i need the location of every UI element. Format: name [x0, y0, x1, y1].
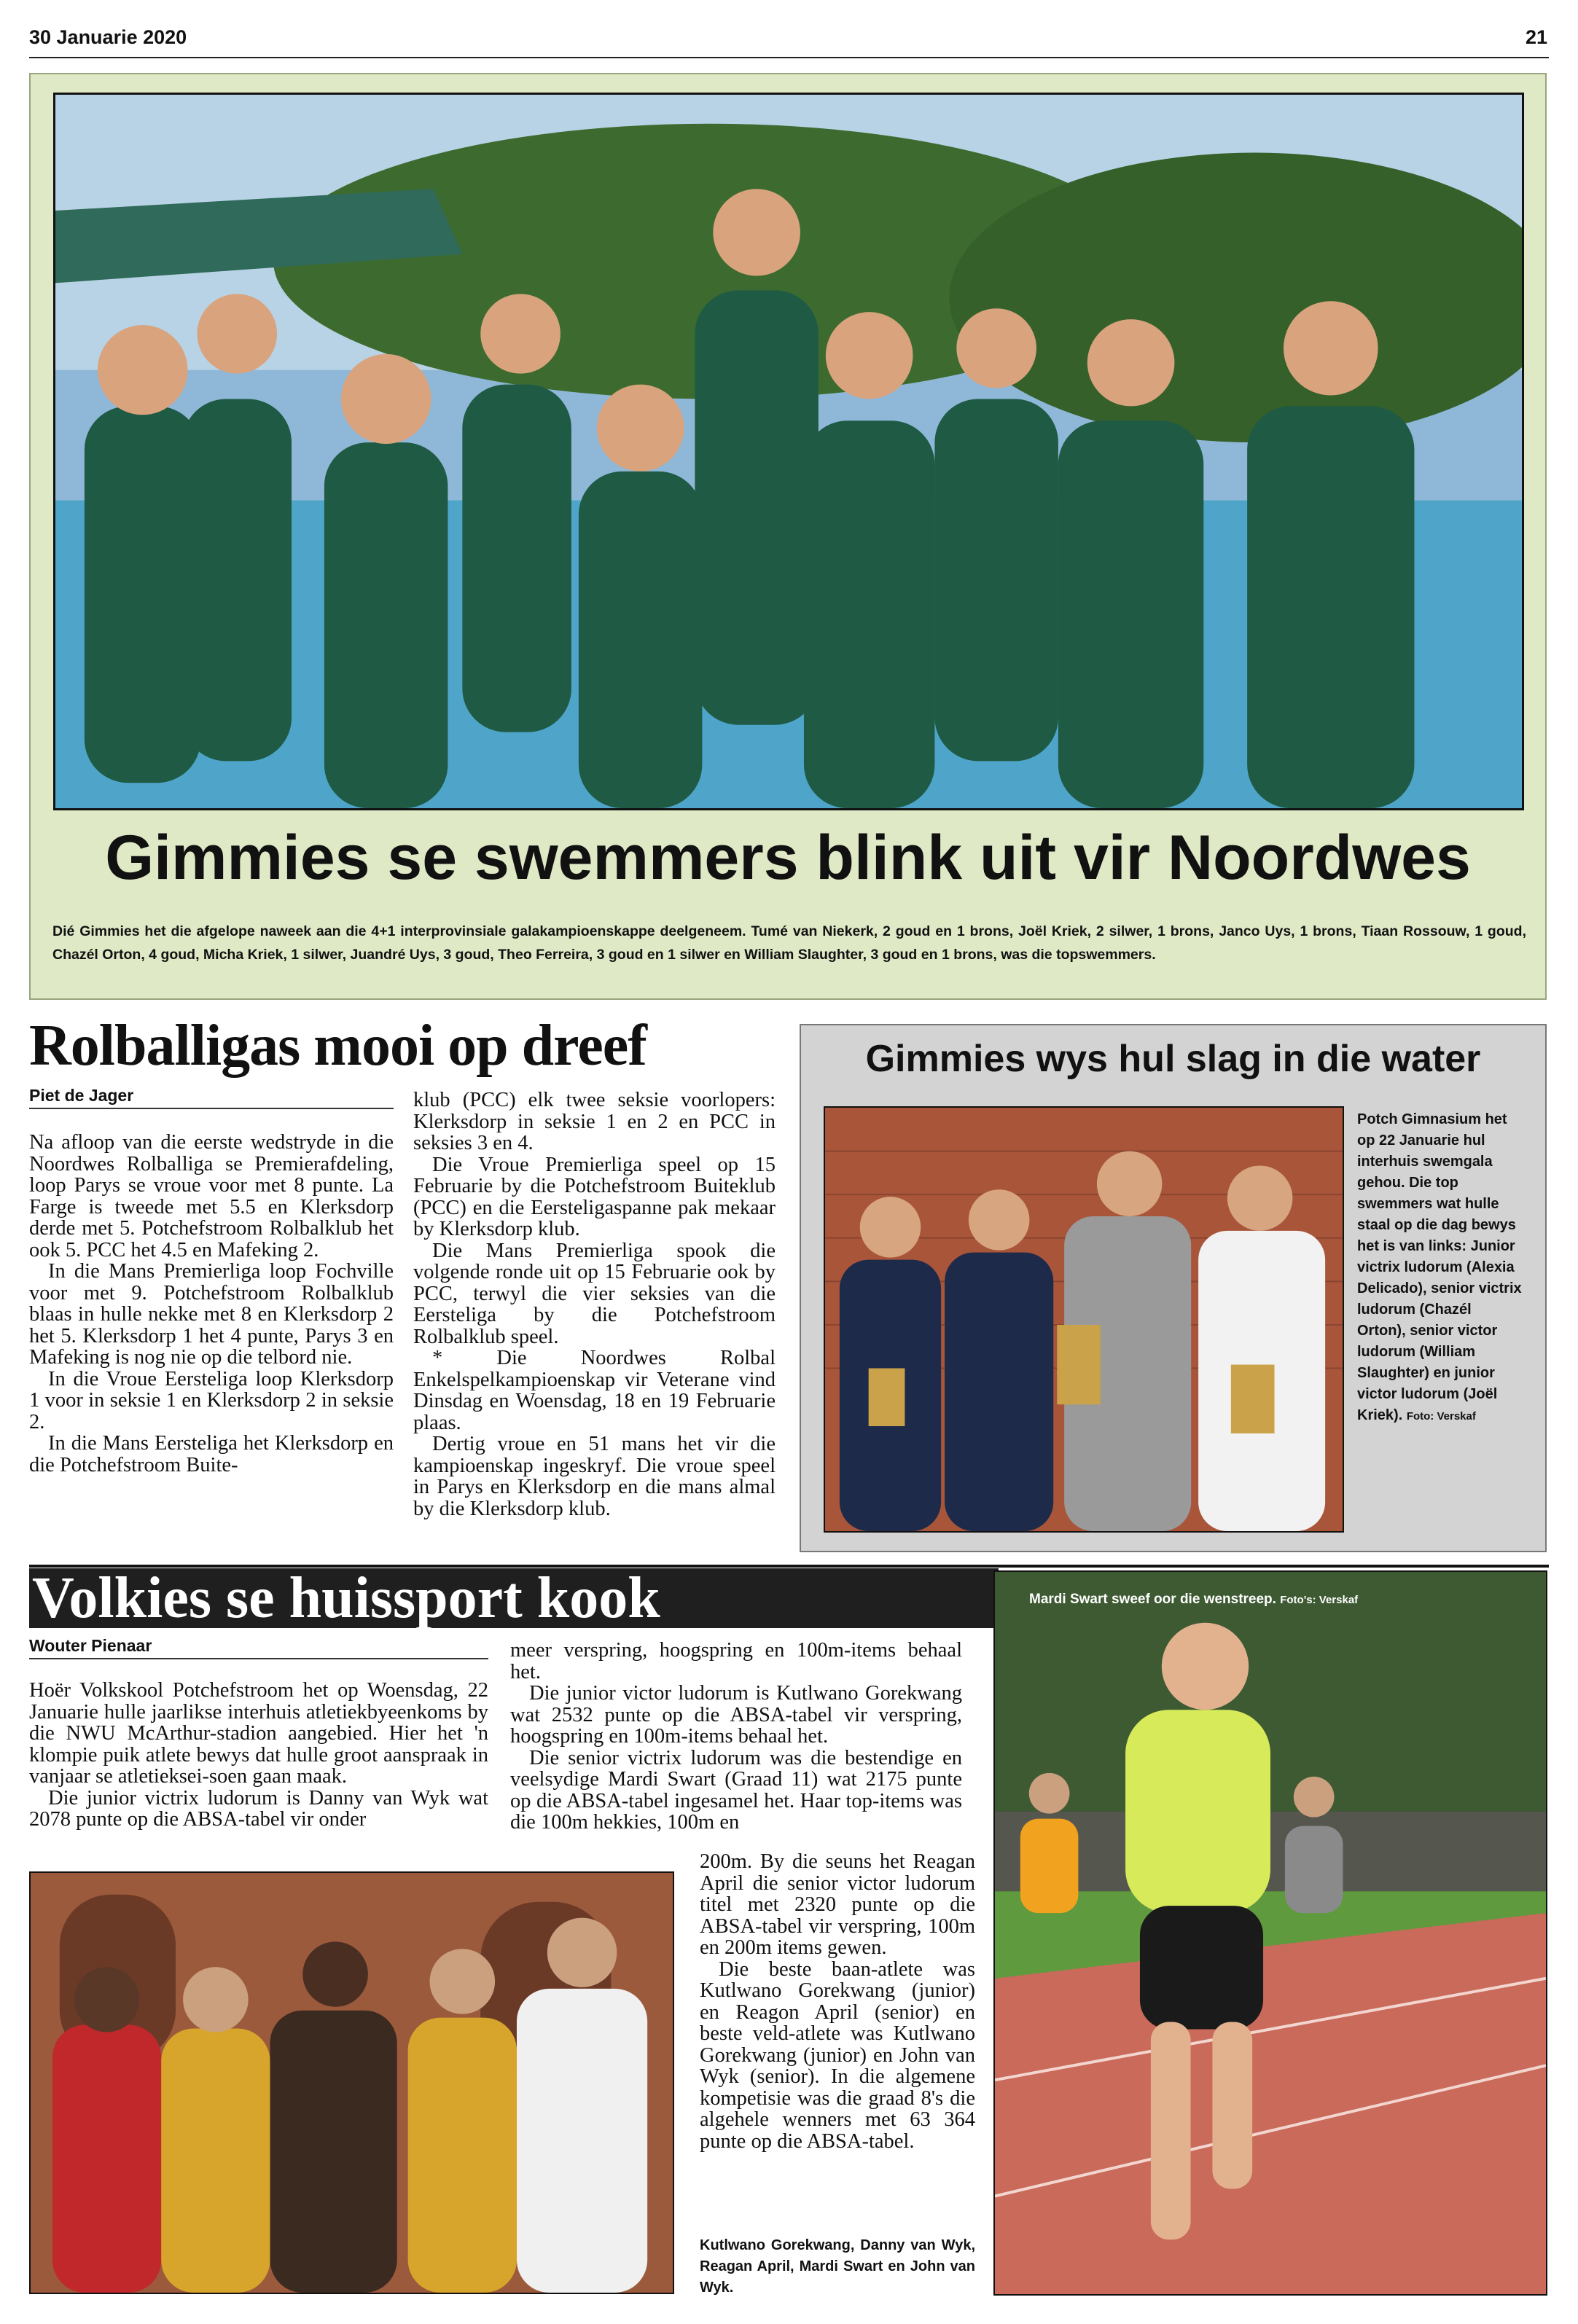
volkies-column-2	[510, 1640, 962, 1834]
paragraph: In die Vroue Eersteliga loop Klerksdorp 1 voor in seksie 1 en Klerksdorp 2 in seksie 2.	[29, 1367, 394, 1433]
swim-sidebar-headline: Gimmies wys hul slag in die water	[865, 1038, 1481, 1080]
swim-team-photo	[53, 93, 1524, 810]
volkies-column-3	[700, 1851, 975, 2152]
group-photo-caption: Kutlwano Gorekwang, Danny van Wyk, Reagan April, Mardi Swart en John van Wyk.	[700, 2237, 975, 2296]
caption-text: Potch Gimnasium het op 22 Januarie hul interhuis swemgala gehou. Die top swemmers wat hulle staal op die dag bewys het is van links: Junior victrix ludorum (Alexia Delicado), senior victrix ludorum (Chazél Orton), senior victor ludorum (William Slaughter) en junior victor ludorum (Joël Kriek).	[1357, 1111, 1522, 1423]
paragraph: Die junior victor ludorum is Kutlwano Gorekwang wat 2532 punte op die ABSA-tabel vir verspring, hoogspring en 100m-items behaal het.	[510, 1682, 962, 1748]
volkies-group-photo	[29, 1871, 674, 2294]
swim-winners-photo	[824, 1106, 1344, 1533]
caption-text: Mardi Swart sweef oor die wenstreep.	[1029, 1592, 1276, 1607]
issue-date: 30 Januarie 2020	[29, 26, 187, 48]
paragraph: * Die Noordwes Rolbal Enkelspelkampioenskap vir Veterane vind Dinsdag en Woensdag, 18 en 19 Februarie plaas.	[413, 1347, 776, 1434]
header-rule	[29, 57, 1549, 58]
paragraph: Die senior victrix ludorum was die bestendige en veelsydige Mardi Swart (Graad 11) wat 2175 punte op die ABSA-tabel ingesamel het. Haar top-items was die 100m hekkies, 100m en	[510, 1746, 962, 1834]
paragraph: Na afloop van die eerste wedstryde in die Noordwes Rolballiga se Premierafdeling, loop Parys se vroue voor met 8 punte. La Farge is tweede met 5.5 en Klerksdorp derde met 5. Potchefstroom Rolbalklub het ook 5. PCC het 4.5 en Mafeking 2.	[29, 1131, 394, 1261]
volkies-column-1	[29, 1680, 488, 1831]
volkies-headline: Volkies se huissport kook	[32, 1566, 660, 1630]
paragraph: meer verspring, hoogspring en 100m-items behaal het.	[510, 1639, 962, 1683]
paragraph: Die Vroue Premierliga speel op 15 Februarie by die Potchefstroom Buiteklub (PCC) en die Eersteligaspanne pak mekaar by Klerksdorp klub.	[413, 1153, 776, 1240]
paragraph: klub (PCC) elk twee seksie voorlopers: Klerksdorp in seksie 1 en 2 en PCC in seksies 3 en 4.	[413, 1089, 776, 1154]
page-number: 21	[1525, 26, 1547, 48]
volkies-byline: Wouter Pienaar	[29, 1636, 152, 1655]
paragraph: 200m. By die seuns het Reagan April die senior victor ludorum titel met 2320 punte op die ABSA-tabel vir verspring, 100m en 200m items gewen.	[700, 1850, 975, 1959]
photo-credit: Foto: Verskaf	[1406, 1410, 1476, 1423]
paragraph: Die Mans Premierliga spook die volgende ronde uit op 15 Februarie ook by PCC, terwyl die vier seksies van die Eersteliga by die Potchefstroom Rolbalklub speel.	[413, 1239, 776, 1348]
paragraph: Die beste baan-atlete was Kutlwano Gorekwang (junior) en Reagon April (senior) en beste veld-atlete was Kutlwano Gorekwang (junior) en John van Wyk (senior). In die algemene kompetisie was die graad 8's die algehele wenners met 63 364 punte op die ABSA-tabel.	[700, 1957, 975, 2153]
feature-headline: Gimmies se swemmers blink uit vir Noordwes	[105, 823, 1471, 893]
photo-credit: Foto's: Verskaf	[1280, 1594, 1359, 1606]
paragraph: Hoër Volkskool Potchefstroom het op Woensdag, 22 Januarie hulle jaarlikse interhuis atletiekbyeenkoms by die NWU McArthur-stadion aangebied. Hier het 'n klompie puik atlete bewys dat hulle groot aanspraak in vanjaar se atletieksei-soen gaan maak.	[29, 1679, 488, 1788]
byline-rule	[29, 1658, 488, 1659]
swim-sidebar-caption	[1357, 1109, 1523, 1427]
paragraph: In die Mans Eersteliga het Klerksdorp en die Potchefstroom Buite-	[29, 1432, 394, 1476]
feature-caption: Dié Gimmies het die afgelope naweek aan die 4+1 interprovinsiale galakampioenskappe deelgeneem. Tumé van Niekerk, 2 goud en 1 brons, Joël Kriek, 2 silwer, 1 brons, Janco Uys, 1 brons, Tiaan Rossouw, 1 goud, Chazél Orton, 4 goud, Micha Kriek, 1 silwer, Juandré Uys, 3 goud, Theo Ferreira, 3 goud en 1 silwer en William Slaughter, 3 goud en 1 brons, was die topswemmers.	[52, 923, 1526, 963]
rolbal-column-2	[413, 1089, 776, 1519]
rolbal-headline: Rolballigas mooi op dreef	[29, 1014, 647, 1078]
runner-photo	[993, 1570, 1547, 2296]
rolbal-byline: Piet de Jager	[29, 1086, 134, 1105]
byline-rule	[29, 1108, 394, 1109]
paragraph: Dertig vroue en 51 mans het vir die kampioenskap ingeskryf. Die vroue speel in Parys en Klerksdorp en die mans almal by die Klerksdorp klub.	[413, 1433, 776, 1520]
paragraph: Die junior victrix ludorum is Danny van Wyk wat 2078 punte op die ABSA-tabel vir onder	[29, 1786, 488, 1831]
runner-photo-caption	[1029, 1589, 1525, 1611]
paragraph: In die Mans Premierliga loop Fochville voor met 9. Potchefstroom Rolbalklub blaas in hulle nekke met 8 en Klerksdorp 2 het 5. Klerksdorp 1 het 4 punte, Parys 3 en Mafeking is nog nie op die telbord nie.	[29, 1260, 394, 1369]
rolbal-column-1	[29, 1132, 394, 1476]
